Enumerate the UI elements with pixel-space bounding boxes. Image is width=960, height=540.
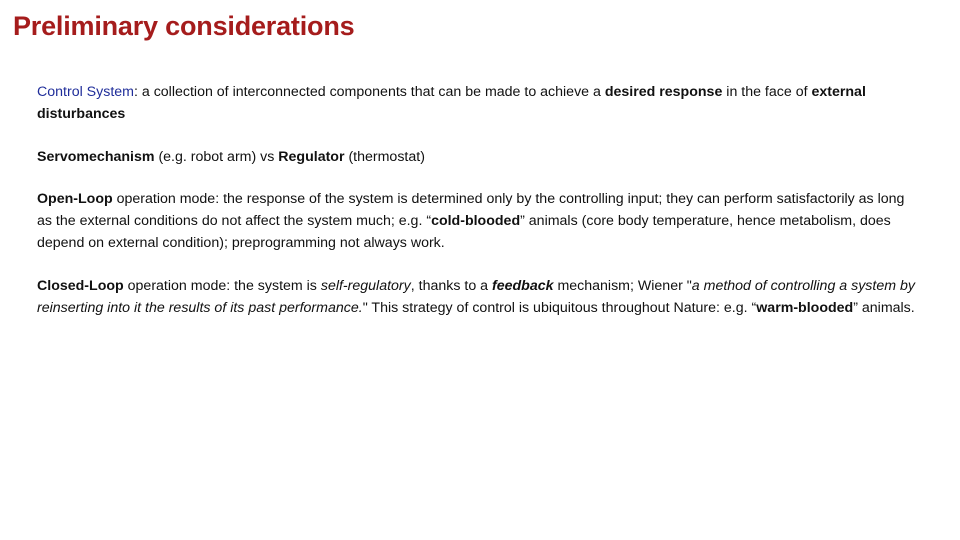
text: in the face of: [722, 84, 812, 100]
text: : a collection of interconnected components that can be made to achieve a: [133, 84, 605, 100]
slide-body: [37, 82, 917, 340]
text: (e.g. robot arm) vs: [154, 148, 279, 165]
term-control-system: Control System: [37, 84, 134, 100]
term-open-loop: Open-Loop: [37, 191, 113, 208]
paragraph-control-system: [37, 82, 917, 126]
term-regulator: Regulator: [278, 148, 345, 165]
term-servomechanism: Servomechanism: [37, 148, 155, 165]
text: mechanism; Wiener ": [553, 277, 692, 294]
term-feedback: feedback: [492, 277, 554, 294]
paragraph-open-loop: [37, 189, 917, 254]
text: , thanks to a: [410, 277, 492, 294]
page-title: Preliminary considerations: [13, 11, 355, 41]
term-closed-loop: Closed-Loop: [37, 277, 124, 294]
term-desired-response: desired response: [604, 84, 723, 100]
wiener-quote: a method of controlling a system by reinserting into it the results of its past performance.: [37, 277, 915, 316]
term-warm-blooded: warm-blooded: [756, 299, 854, 316]
text: operation mode: the response of the system is determined only by the controlling input; they can perform satisfactorily as long as the external conditions do not affect the system much; e.g. “: [37, 191, 905, 230]
text: (thermostat): [344, 148, 425, 165]
text: ” animals (core body temperature, hence metabolism, does depend on external condition); preprogramming not always work.: [37, 213, 891, 251]
text: operation mode: the system is: [123, 277, 321, 294]
text: " This strategy of control is ubiquitous throughout Nature: e.g. “: [362, 299, 757, 316]
text: ” animals.: [853, 299, 915, 316]
paragraph-servo-regulator: [37, 147, 917, 169]
paragraph-closed-loop: [37, 276, 917, 320]
term-cold-blooded: cold-blooded: [431, 213, 521, 230]
term-external-disturbances: external disturbances: [37, 84, 866, 122]
term-self-regulatory: self-regulatory: [320, 277, 411, 294]
